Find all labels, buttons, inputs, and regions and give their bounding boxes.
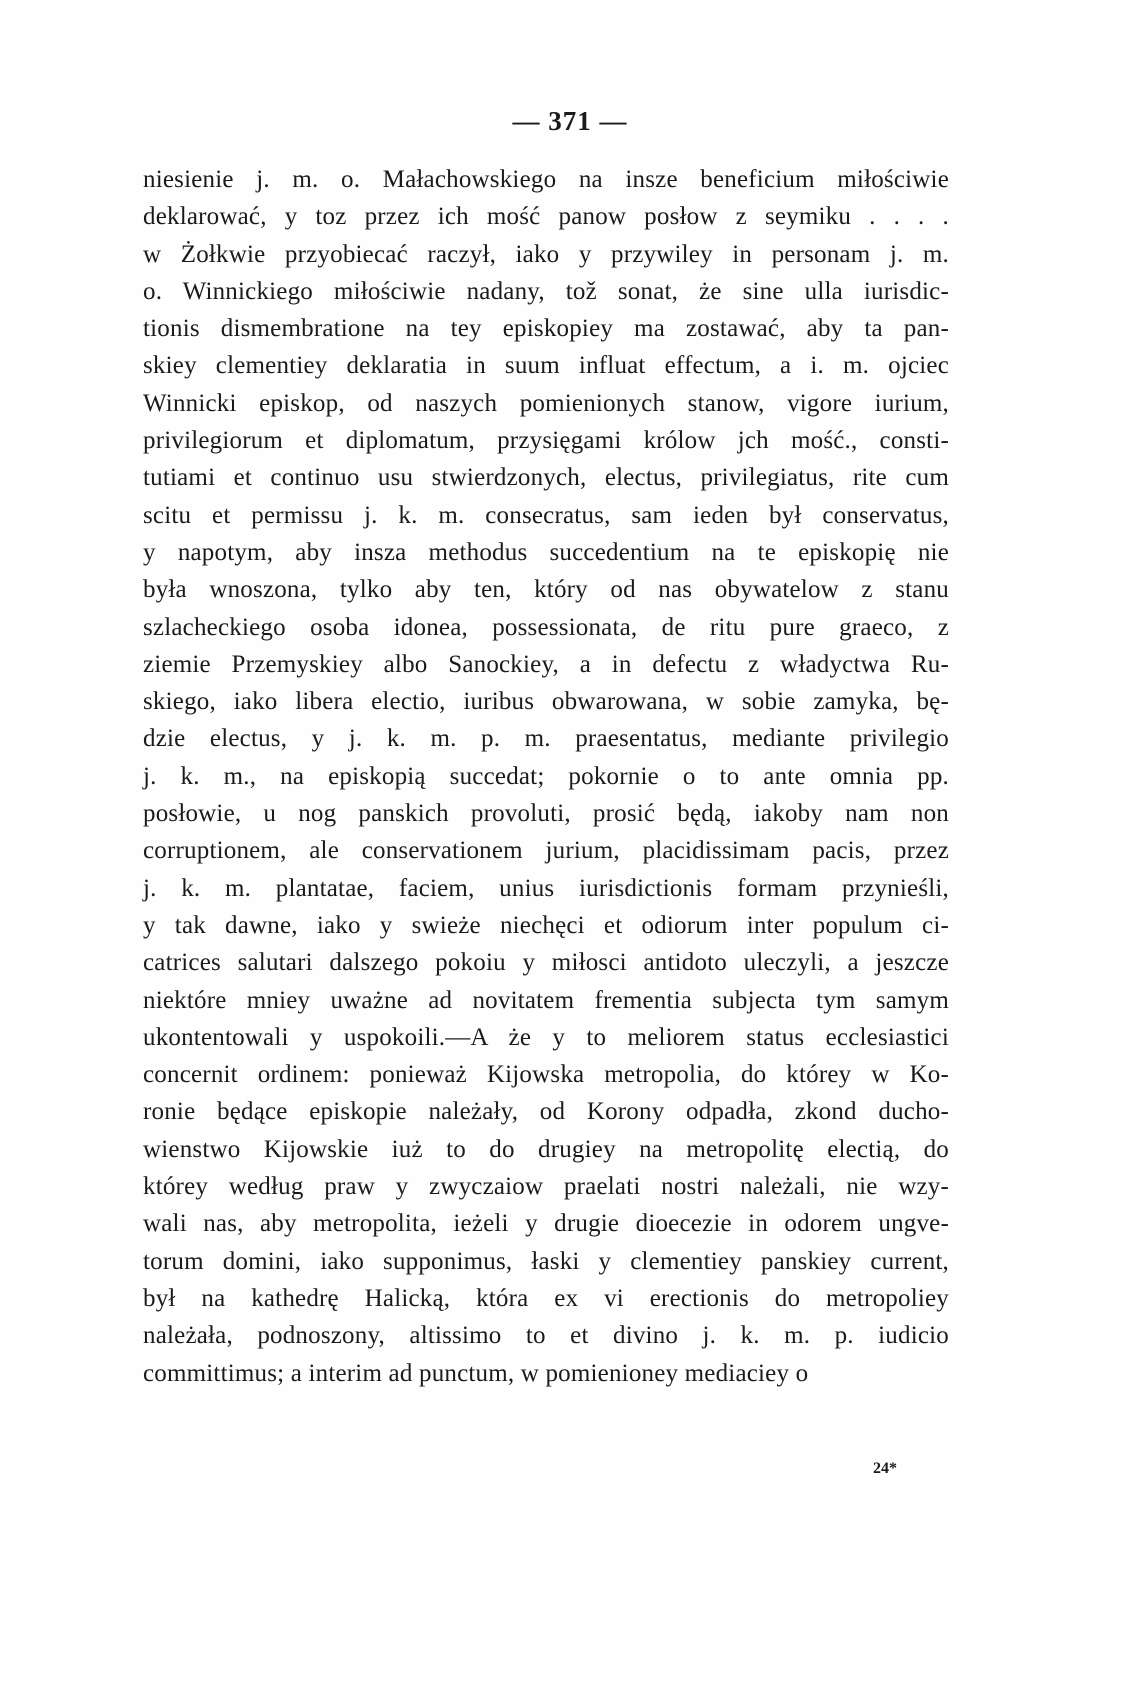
text-line: j. k. m. plantatae, faciem, unius iurisdictionis formam przynieśli,	[143, 874, 949, 902]
text-line: szlacheckiego osoba idonea, possessionata, de ritu pure graeco, z	[143, 613, 949, 641]
text-line: scitu et permissu j. k. m. consecratus, sam ieden był conservatus,	[143, 501, 949, 529]
text-line: wali nas, aby metropolita, ieżeli y drugie dioecezie in odorem ungve-	[143, 1210, 949, 1238]
page-number: — 371 —	[512, 106, 628, 136]
text-line: tionis dismembratione na tey episkopiey ma zostawać, aby ta pan-	[143, 315, 949, 343]
text-line: ziemie Przemyskiey albo Sanockiey, a in defectu z władyctwa Ru-	[143, 650, 949, 678]
text-line: deklarować, y toz przez ich mość panow posłow z seymiku . . . .	[143, 203, 949, 231]
text-line: ukontentowali y uspokoili.—A że y to meliorem status ecclesiastici	[143, 1023, 949, 1051]
text-line: wienstwo Kijowskie iuż to do drugiey na metropolitę electią, do	[143, 1135, 949, 1163]
text-line: catrices salutari dalszego pokoiu y miłosci antidoto uleczyli, a jeszcze	[143, 949, 949, 977]
signature-mark: 24*	[873, 1460, 897, 1477]
text-line: skiey clementiey deklaratia in suum influat effectum, a i. m. ojciec	[143, 352, 949, 380]
text-line: concernit ordinem: ponieważ Kijowska metropolia, do którey w Ko-	[143, 1061, 949, 1089]
text-line: y tak dawne, iako y swieże niechęci et odiorum inter populum ci-	[143, 911, 949, 939]
text-line: j. k. m., na episkopią succedat; pokornie o to ante omnia pp.	[143, 762, 949, 790]
text-line: privilegiorum et diplomatum, przysięgami królow jch mość., consti-	[143, 427, 949, 455]
text-line: y napotym, aby insza methodus succedentium na te episkopię nie	[143, 538, 949, 566]
text-line: był na kathedrę Halicką, która ex vi erectionis do metropoliey	[143, 1284, 949, 1312]
text-line: ronie będące episkopie należały, od Korony odpadła, zkond ducho-	[143, 1098, 949, 1126]
text-line: corruptionem, ale conservationem jurium, placidissimam pacis, przez	[143, 837, 949, 865]
body-text	[143, 161, 949, 1392]
text-line: niektóre mniey uważne ad novitatem frementia subjecta tym samym	[143, 986, 949, 1014]
text-line: skiego, iako libera electio, iuribus obwarowana, w sobie zamyka, bę-	[143, 688, 949, 716]
text-line: tutiami et continuo usu stwierdzonych, electus, privilegiatus, rite cum	[143, 464, 949, 492]
text-line: Winnicki episkop, od naszych pomienionych stanow, vigore iurium,	[143, 389, 949, 417]
text-line: committimus; a interim ad punctum, w pomienioney mediaciey o	[143, 1359, 809, 1387]
text-line: niesienie j. m. o. Małachowskiego na insze beneficium miłościwie	[143, 166, 949, 193]
text-line: o. Winnickiego miłościwie nadany, tož sonat, że sine ulla iurisdic-	[143, 277, 949, 305]
text-line: torum domini, iako supponimus, łaski y clementiey panskiey current,	[143, 1247, 949, 1275]
text-line: posłowie, u nog panskich provoluti, prosić będą, iakoby nam non	[143, 800, 949, 828]
text-line: była wnoszona, tylko aby ten, który od nas obywatelow z stanu	[143, 576, 949, 604]
text-line: którey według praw y zwyczaiow praelati nostri należali, nie wzy-	[143, 1173, 949, 1201]
text-line: należała, podnoszony, altissimo to et divino j. k. m. p. iudicio	[143, 1322, 949, 1350]
text-line: w Żołkwie przyobiecać raczył, iako y przywiley in personam j. m.	[143, 240, 949, 268]
text-line: dzie electus, y j. k. m. p. m. praesentatus, mediante privilegio	[143, 725, 949, 753]
